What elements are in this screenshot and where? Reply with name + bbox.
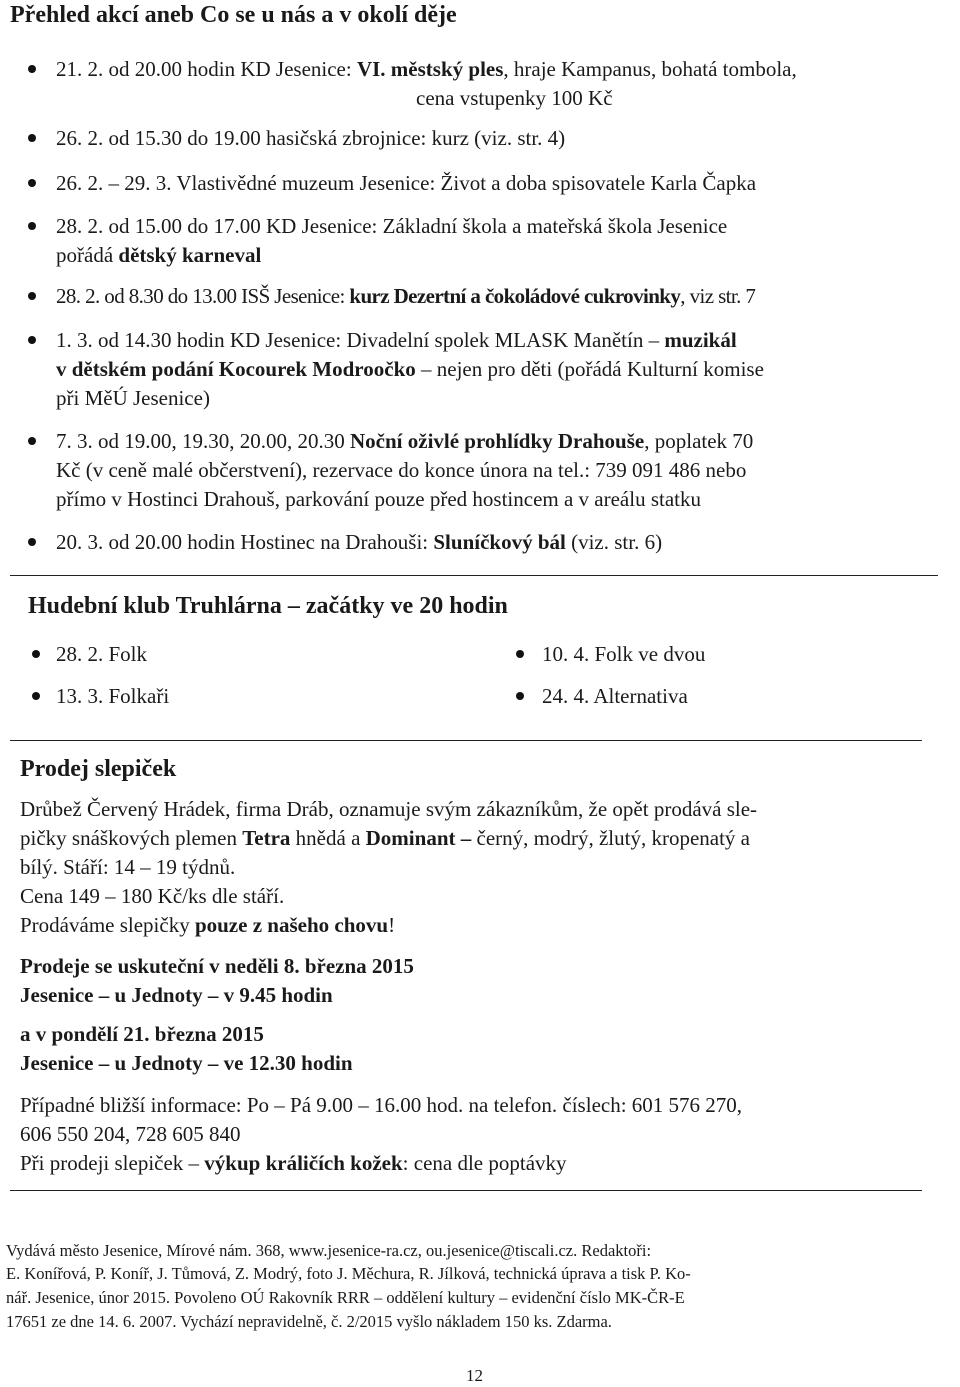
sale-price: Cena 149 – 180 Kč/ks dle stáří. [20,884,285,908]
sale-paragraph-line: bílý. Stáří: 14 – 19 týdnů. [20,855,236,879]
list-item [56,528,662,557]
sale-text: : cena dle poptávky [402,1151,567,1175]
event-text: 28. 2. od 8.30 do 13.00 ISŠ Jesenice: [56,284,350,308]
event-text-cont: cena vstupenky 100 Kč [416,86,613,110]
event-highlight: Noční oživlé prohlídky Drahouše [350,429,645,453]
imprint-line: 17651 ze dne 14. 6. 2007. Vychází nepravidelně, č. 2/2015 vyšlo nákladem 150 ks. Zdarma. [6,1312,612,1331]
event-text-cont: při MěÚ Jesenice) [56,386,210,410]
sale-paragraph-line: Drůbež Červený Hrádek, firma Dráb, oznamuje svým zákazníkům, že opět prodává sle- [20,797,758,821]
page-number: 12 [466,1366,483,1385]
event-highlight: v dětském podání Kocourek Modroočko [56,357,416,381]
sale-paragraph-line [20,824,750,853]
event-text: – nejen pro děti (pořádá Kulturní komise [415,357,764,381]
divider [10,575,938,576]
list-item: 13. 3. Folkaři [56,684,170,708]
list-item [56,326,737,355]
event-text-cont [56,355,764,384]
sale-text: pičky snáškových plemen [20,826,243,850]
events-title: Přehled akcí aneb Co se u nás a v okolí děje [10,2,457,28]
list-item: 28. 2. Folk [56,642,148,666]
bullet-icon [516,650,524,658]
list-item: 26. 2. od 15.30 do 19.00 hasičská zbrojnice: kurz (viz. str. 4) [56,126,566,150]
list-item [56,55,797,84]
music-club-title: Hudební klub Truhlárna – začátky ve 20 hodin [28,593,508,619]
event-text: (viz. str. 6) [565,530,663,554]
event-text-cont: Kč (v ceně malé občerstvení), rezervace do konce února na tel.: 739 091 486 nebo [56,458,747,482]
bullet-icon [32,650,40,658]
event-text: 20. 3. od 20.00 hodin Hostinec na Drahouši: [56,530,434,554]
bullet-icon [28,134,36,142]
sale-highlight: výkup králičích kožek [204,1151,403,1175]
event-text: , hraje Kampanus, bohatá tombola, [503,57,797,81]
bullet-icon [28,65,36,73]
sale-text: Při prodeji slepiček – [20,1151,205,1175]
sale-date-1: Prodeje se uskuteční v neděli 8. března 2015 [20,954,414,978]
imprint-line: Vydává město Jesenice, Mírové nám. 368, www.jesenice-ra.cz, ou.jesenice@tiscali.cz. Redaktoři: [6,1241,652,1260]
bullet-icon [516,692,524,700]
bullet-icon [28,538,36,546]
event-text: , viz str. 7 [680,284,756,308]
event-text: 1. 3. od 14.30 hodin KD Jesenice: Divadelní spolek MLASK Manětín – [56,328,665,352]
event-highlight: VI. městský ples [356,57,504,81]
bullet-icon [28,222,36,230]
imprint-line: E. Konířová, P. Koníř, J. Tůmová, Z. Modrý, foto J. Měchura, R. Jílková, technická úprava a tisk P. Ko- [6,1264,691,1283]
list-item: 10. 4. Folk ve dvou [542,642,706,666]
list-item [56,427,753,456]
list-item [56,282,755,311]
event-highlight: Sluníčkový bál [433,530,566,554]
sale-date-2: a v pondělí 21. března 2015 [20,1022,264,1046]
contact-phones: 606 550 204, 728 605 840 [20,1122,241,1146]
event-text: 7. 3. od 19.00, 19.30, 20.00, 20.30 [56,429,350,453]
event-text: 21. 2. od 20.00 hodin KD Jesenice: [56,57,357,81]
event-text: , poplatek 70 [644,429,754,453]
event-highlight: muzikál [664,328,737,352]
bullet-icon [28,437,36,445]
contact-info: Případné bližší informace: Po – Pá 9.00 – 16.00 hod. na telefon. číslech: 601 576 270, [20,1093,743,1117]
sale-place-2: Jesenice – u Jednoty – ve 12.30 hodin [20,1051,353,1075]
list-item: 24. 4. Alternativa [542,684,688,708]
event-highlight: dětský karneval [118,243,262,267]
bullet-icon [28,179,36,187]
breed-name: Tetra [242,826,291,850]
breed-name: Dominant – [365,826,472,850]
event-text: pořádá [56,243,119,267]
sale-highlight: pouze z našeho chovu [194,913,389,937]
event-highlight: kurz Dezertní a čokoládové cukrovinky [349,284,681,308]
sale-text: Prodáváme slepičky [20,913,195,937]
imprint-line: nář. Jesenice, únor 2015. Povoleno OÚ Rakovník RRR – oddělení kultury – evidenční číslo MK-ČR-E [6,1288,685,1307]
chicken-sale-title: Prodej slepiček [20,756,177,782]
sale-text: ! [388,913,396,937]
divider [10,1190,922,1191]
event-text-cont: přímo v Hostinci Drahouš, parkování pouze před hostincem a v areálu statku [56,487,701,511]
bullet-icon [28,336,36,344]
divider [10,740,922,741]
list-item: 28. 2. od 15.00 do 17.00 KD Jesenice: Základní škola a mateřská škola Jesenice [56,214,728,238]
list-item: 26. 2. – 29. 3. Vlastivědné muzeum Jesenice: Život a doba spisovatele Karla Čapka [56,171,757,195]
rabbit-skins-note [20,1149,567,1178]
sale-place-1: Jesenice – u Jednoty – v 9.45 hodin [20,983,333,1007]
sale-text: hnědá a [290,826,366,850]
sale-text: černý, modrý, žlutý, kropenatý a [471,826,750,850]
bullet-icon [32,692,40,700]
bullet-icon [28,292,36,300]
event-text-cont [56,241,261,270]
sale-note [20,911,395,940]
